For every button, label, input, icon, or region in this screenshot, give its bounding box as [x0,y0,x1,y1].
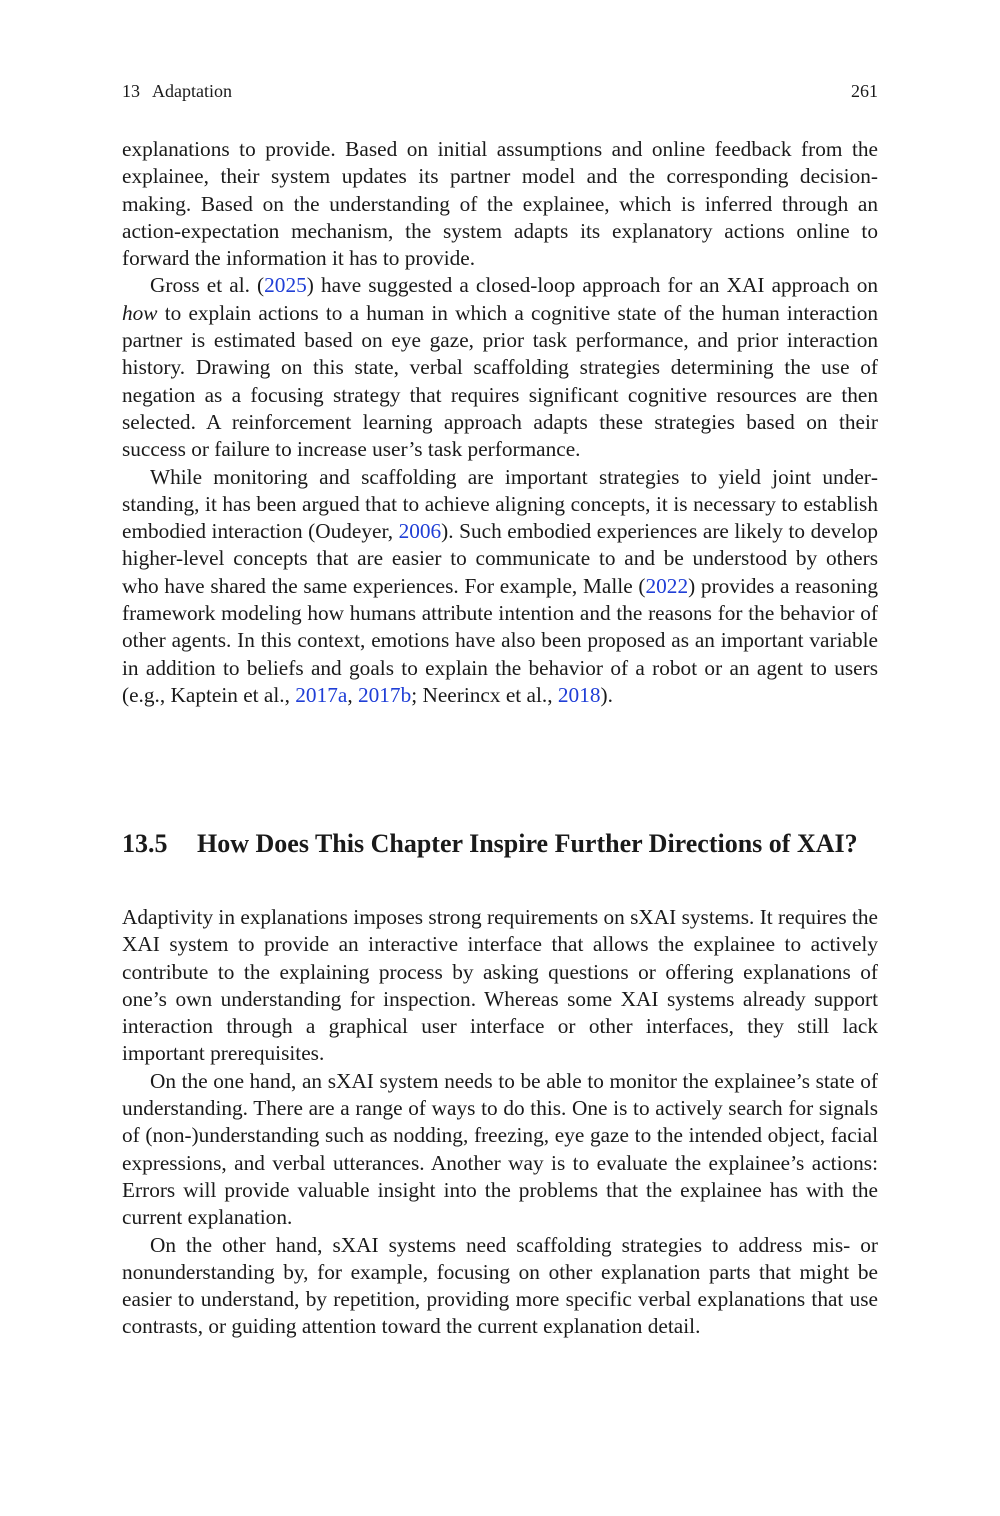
chapter-title: Adaptation [152,81,232,101]
running-head [122,78,878,104]
section-heading [122,828,878,860]
citation-link[interactable]: 2017a [295,682,348,707]
body-text [122,136,878,709]
section-body [122,904,878,1341]
citation-link[interactable]: 2018 [557,682,601,707]
chapter-number: 13 [122,81,140,101]
emphasis: how [122,300,158,325]
paragraph-2: Gross et al. (2025) have suggested a closed-loop approach for an XAI approach on how to explain actions to a human in which a cognitive state of the human interaction partner is estimated based on eye gaze, prior task performance, and prior interaction history. Drawing on this state, verbal scaffolding strategies determining the use of negation as a focusing strategy that requires significant cognitive resources are then selected. A reinforcement learning approach adapts these strategies based on their success or failure to increase user’s task performance. [122,273,879,462]
paragraph-1: explanations to provide. Based on initial assumptions and online feedback from the explainee, their system updates its partner model and the corresponding decision-making. Based on the understanding of the explainee, which is inferred through an action-expectation mechanism, the system adapts its explanatory actions online to forward the information it has to provide. [122,137,878,271]
section-title: How Does This Chapter Inspire Further Directions of XAI? [197,828,858,858]
section-paragraph-2: On the one hand, an sXAI system needs to be able to monitor the explainee’s state of understanding. There are a range of ways to do this. One is to actively search for signals of (non-)understanding such as nodding, freezing, eye gaze to the intended object, facial expressions, and verbal utterances. Another way is to evaluate the explainee’s actions: Errors will provide valuable insight into the problems that the explainee has with the current explanation. [122,1068,878,1230]
section-paragraph-1: Adaptivity in explanations imposes strong requirements on sXAI systems. It requires the XAI system to provide an interactive interface that allows the explainee to actively contribute to the explaining process by asking questions or offering explanations of one’s own understanding for inspection. Whereas some XAI systems already support interaction through a graphical user interface or other interfaces, they still lack important prerequisites. [122,905,878,1066]
citation-link[interactable]: 2025 [264,273,307,298]
section-paragraph-3: On the other hand, sXAI systems need scaffolding strategies to address mis- or nonunderstanding by, for example, focusing on other explanation parts that might be easier to understand, by repetition, providing more specific verbal explanations that use contrasts, or guiding attention toward the current explanation detail. [122,1232,878,1339]
section-number: 13.5 [122,828,168,858]
paragraph-3: While monitoring and scaffolding are important strategies to yield joint understanding, it has been argued that to achieve aligning concepts, it is necessary to establish embodied interaction (Oudeyer, 2006). Such embodied experiences are likely to develop higher-level concepts that are easier to communicate to and be understood by others who have shared the same experiences. For example, Malle (2022) provides a reasoning framework modeling how humans attribute intention and the reasons for the behavior of other agents. In this context, emotions have also been proposed as an important variable in addition to beliefs and goals to explain the behavior of a robot or an agent to users (e.g., Kaptein et al., 2017a, 2017b; Neerincx et al., 2018). [122,464,878,707]
citation-link[interactable]: 2017b [357,682,412,707]
citation-link[interactable]: 2006 [398,519,442,544]
citation-link[interactable]: 2022 [645,573,689,598]
page-number: 261 [851,81,878,101]
